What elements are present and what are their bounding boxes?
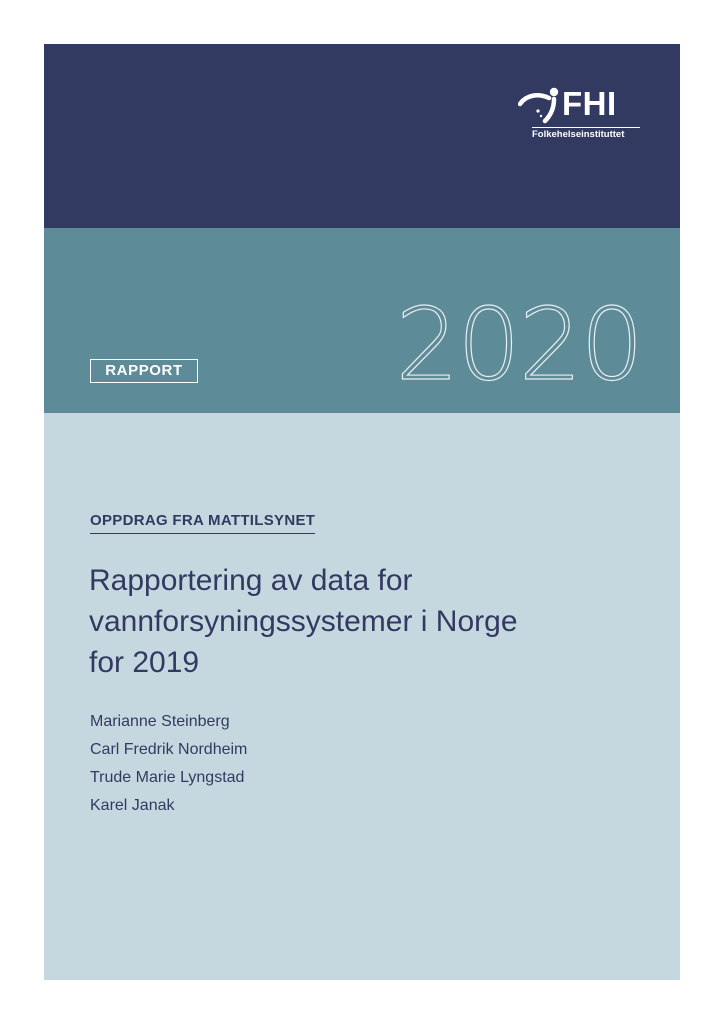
fhi-logo: [518, 82, 642, 144]
report-year: 2020: [395, 286, 642, 403]
author-list: [90, 708, 247, 820]
header-band: [44, 44, 680, 228]
author-name: Trude Marie Lyngstad: [90, 769, 245, 786]
logo-subtitle: Folkehelseinstituttet: [532, 129, 625, 140]
report-title: [89, 560, 609, 683]
author-name: Carl Fredrik Nordheim: [90, 741, 248, 758]
title-line: Rapportering av data for: [89, 564, 413, 597]
author-name: Marianne Steinberg: [90, 713, 230, 730]
person-figure-icon: [518, 82, 564, 126]
author-name: Karel Janak: [90, 797, 175, 814]
title-line: for 2019: [89, 646, 200, 679]
commission-label: OPPDRAG FRA MATTILSYNET: [90, 511, 315, 534]
logo-wordmark: FHI: [562, 85, 617, 122]
content-band: [44, 413, 680, 980]
report-type-badge: RAPPORT: [90, 359, 198, 383]
report-cover: [44, 44, 680, 980]
logo-divider: [532, 127, 640, 128]
title-line: vannforsyningssystemer i Norge: [89, 605, 518, 638]
